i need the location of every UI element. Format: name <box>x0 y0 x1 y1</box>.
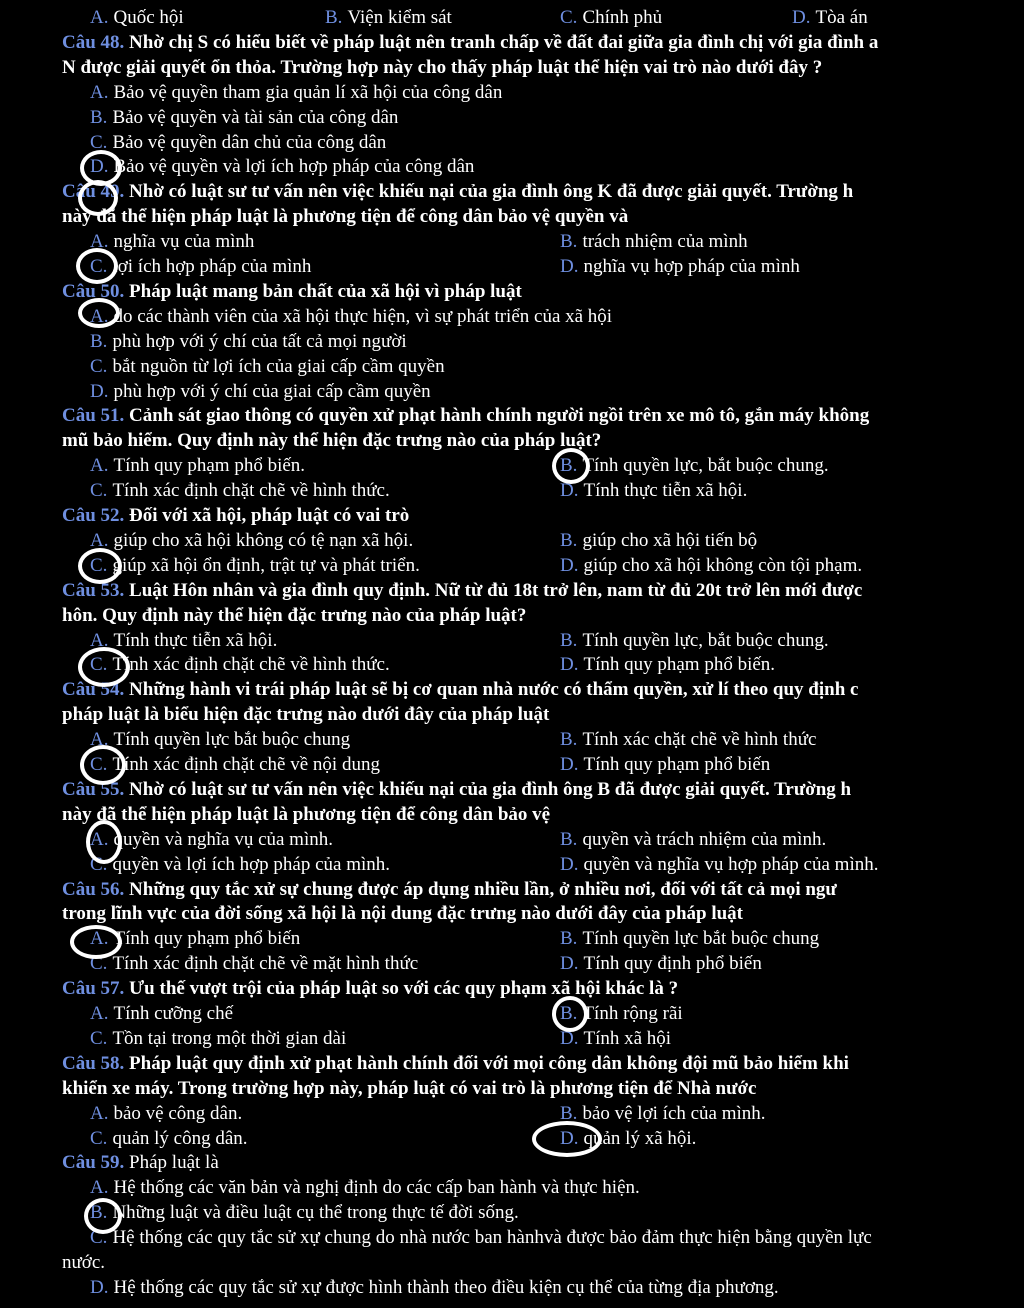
answer-option <box>560 1026 671 1051</box>
option-text: Tính quyền lực, bắt buộc chung. <box>582 629 829 651</box>
option-text: Bảo vệ quyền và lợi ích hợp pháp của công dân <box>113 156 475 178</box>
text-line <box>0 1076 1024 1101</box>
question-text <box>62 204 628 229</box>
answer-option <box>90 453 305 478</box>
question-body: Pháp luật mang bản chất của xã hội vì pháp luật <box>129 280 522 302</box>
option-letter: B. <box>90 106 108 128</box>
answer-option <box>90 130 386 155</box>
question-text <box>62 901 743 926</box>
question-text <box>62 802 550 827</box>
text-line <box>0 1026 1024 1051</box>
text-line <box>0 229 1024 254</box>
option-text: Tính quy phạm phổ biến <box>583 754 771 775</box>
option-letter: B. <box>560 231 578 253</box>
option-letter: A. <box>90 629 109 651</box>
option-text: Những luật và điều luật cụ thể trong thực tế đời sống. <box>112 1202 519 1224</box>
question-number: Câu 51. <box>62 405 125 427</box>
option-letter: A. <box>90 81 109 103</box>
option-text: giúp cho xã hội tiến bộ <box>582 529 758 551</box>
question-text <box>62 55 822 80</box>
option-text: Tính rộng rãi <box>582 1003 683 1024</box>
text-line <box>0 478 1024 503</box>
text-line <box>0 304 1024 329</box>
text-line <box>0 1175 1024 1200</box>
question-body: Những hành vi trái pháp luật sẽ bị cơ quan nhà nước có thẩm quyền, xử lí theo quy định c <box>129 679 859 701</box>
question-text <box>62 578 862 603</box>
answer-option <box>792 5 868 30</box>
option-letter: B. <box>90 330 108 352</box>
text-line <box>0 279 1024 304</box>
question-body: này đã thể hiện pháp luật là phương tiện để công dân bảo vệ quyền và <box>62 206 629 228</box>
option-letter: A. <box>90 529 109 551</box>
question-body: Những quy tắc xử sự chung được áp dụng nhiều lần, ở nhiều nơi, đối với tất cả mọi ngư <box>129 878 837 900</box>
text-line <box>0 752 1024 777</box>
option-letter: B. <box>560 1102 578 1124</box>
option-text: Tính xã hội <box>583 1027 672 1049</box>
option-text: quản lý công dân. <box>112 1127 248 1149</box>
text-line <box>0 603 1024 628</box>
text-line <box>0 802 1024 827</box>
text-line <box>0 578 1024 603</box>
option-text: quyền và lợi ích hợp pháp của mình. <box>112 853 391 875</box>
answer-option <box>90 1126 248 1151</box>
option-text: Tồn tại trong một thời gian dài <box>112 1027 347 1049</box>
question-number: Câu 57. <box>62 978 125 1000</box>
text-line <box>0 204 1024 229</box>
answer-option <box>90 1001 233 1026</box>
option-letter: B. <box>560 828 578 850</box>
text-line <box>0 1001 1024 1026</box>
question-body: Nhờ có luật sư tư vấn nên việc khiếu nại của gia đình ông K đã được giải quyết. Trường h <box>129 181 854 203</box>
answer-option <box>90 80 502 105</box>
option-text: trách nhiệm của mình <box>582 231 748 253</box>
answer-option <box>560 727 816 752</box>
option-text: giúp cho xã hội không còn tội phạm. <box>583 554 863 576</box>
option-letter: D. <box>560 853 579 875</box>
text-line <box>0 403 1024 428</box>
option-text: Tính quy phạm phổ biến <box>113 928 301 950</box>
option-letter: A. <box>90 231 109 253</box>
text-line <box>0 354 1024 379</box>
option-letter: C. <box>90 256 108 277</box>
answer-option <box>90 1101 242 1126</box>
text-line <box>0 702 1024 727</box>
question-number: Câu 52. <box>62 505 125 526</box>
answer-option <box>90 229 254 254</box>
text-line <box>0 901 1024 926</box>
answer-option <box>90 628 277 653</box>
option-text: Tính quy phạm phổ biến. <box>583 654 776 676</box>
option-letter: B. <box>560 928 578 950</box>
answer-option <box>560 628 829 653</box>
option-text: Tính xác định chặt chẽ về mặt hình thức <box>112 953 419 975</box>
question-text <box>62 976 678 1001</box>
option-text: Chính phủ <box>582 7 663 28</box>
option-letter: D. <box>560 1127 579 1149</box>
question-body: Cảnh sát giao thông có quyền xử phạt hành chính người ngồi trên xe mô tô, gắn máy không <box>129 405 870 427</box>
option-letter: A. <box>90 455 109 477</box>
answer-option <box>90 304 612 329</box>
text-line <box>0 55 1024 80</box>
text-line <box>0 1101 1024 1126</box>
answer-option <box>90 354 445 379</box>
option-text: Hệ thống các văn bản và nghị định do các cấp ban hành và thực hiện. <box>113 1177 640 1199</box>
option-text: lợi ích hợp pháp của mình <box>112 256 312 277</box>
answer-option <box>90 1225 872 1250</box>
question-body: Pháp luật là <box>129 1152 219 1174</box>
question-number: Câu 50. <box>62 280 125 302</box>
answer-option <box>90 478 390 503</box>
text-line <box>0 677 1024 702</box>
option-text: Tính xác định chặt chẽ về hình thức. <box>112 654 390 676</box>
text-line <box>0 105 1024 130</box>
option-letter: B. <box>560 1003 578 1024</box>
text-line <box>0 503 1024 528</box>
answer-option <box>560 528 757 553</box>
answer-option <box>90 1175 640 1200</box>
option-letter: A. <box>90 928 109 950</box>
option-letter: D. <box>560 654 579 676</box>
option-text: Tính xác định chặt chẽ về nội dung <box>112 754 380 775</box>
question-text <box>62 279 522 304</box>
question-text <box>62 428 601 453</box>
text-line <box>0 1250 1024 1275</box>
question-body: Nhờ chị S có hiểu biết về pháp luật nên tranh chấp về đất đai giữa gia đình chị với gia đình a <box>129 31 879 53</box>
answer-option <box>90 553 420 578</box>
text-line <box>0 1225 1024 1250</box>
question-number: Câu 55. <box>62 778 125 800</box>
answer-option <box>90 329 407 354</box>
answer-option <box>560 652 775 677</box>
option-letter: D. <box>560 953 579 975</box>
answer-option <box>560 1126 696 1151</box>
question-text <box>62 702 549 727</box>
option-letter: C. <box>90 1227 108 1249</box>
option-letter: C. <box>560 7 578 28</box>
text-line <box>0 1126 1024 1151</box>
text-line <box>0 1150 1024 1175</box>
text-line <box>0 428 1024 453</box>
answer-option <box>90 379 431 404</box>
wrapped-text: nước. <box>62 1252 106 1273</box>
option-letter: B. <box>325 7 343 28</box>
option-text: Tính cưỡng chế <box>113 1003 234 1024</box>
option-letter: C. <box>90 853 108 875</box>
option-text: Quốc hội <box>113 7 184 28</box>
option-text: phù hợp với ý chí của tất cả mọi người <box>112 330 407 352</box>
text-line <box>0 528 1024 553</box>
option-letter: A. <box>90 305 109 327</box>
option-text: quyền và nghĩa vụ hợp pháp của mình. <box>583 853 879 875</box>
question-text <box>62 1076 756 1101</box>
question-body: Luật Hôn nhân và gia đình quy định. Nữ từ đủ 18t trở lên, nam từ đủ 20t trở lên mới được <box>129 579 863 601</box>
answer-option <box>90 1026 346 1051</box>
text-line <box>0 951 1024 976</box>
text-line <box>0 254 1024 279</box>
option-letter: A. <box>90 828 109 850</box>
text-line <box>0 179 1024 204</box>
text-line <box>0 1200 1024 1225</box>
question-body: Nhờ có luật sư tư vấn nên việc khiếu nại của gia đình ông B đã được giải quyết. Trường h <box>129 778 852 800</box>
option-letter: D. <box>90 1276 109 1298</box>
option-letter: D. <box>90 380 109 402</box>
question-body: hôn. Quy định này thể hiện đặc trưng nào của pháp luật? <box>62 604 527 626</box>
text-line <box>0 5 1024 30</box>
option-text: quyền và nghĩa vụ của mình. <box>113 828 333 850</box>
question-number: Câu 59. <box>62 1152 125 1174</box>
option-text: do các thành viên của xã hội thực hiện, vì sự phát triển của xã hội <box>113 305 613 327</box>
answer-option <box>560 553 862 578</box>
question-text <box>62 877 837 902</box>
option-text: Tính xác chặt chẽ về hình thức <box>582 729 817 751</box>
option-text: bảo vệ lợi ích của mình. <box>582 1102 766 1124</box>
option-letter: B. <box>90 1202 108 1224</box>
text-line <box>0 877 1024 902</box>
question-number: Câu 58. <box>62 1052 125 1074</box>
option-letter: D. <box>560 754 579 775</box>
question-body: trong lĩnh vực của đời sống xã hội là nội dung đặc trưng nào dưới đây của pháp luật <box>62 903 744 925</box>
answer-option <box>560 478 747 503</box>
text-line <box>0 926 1024 951</box>
option-text: Tính thực tiễn xã hội. <box>113 629 278 651</box>
answer-option <box>560 453 829 478</box>
answer-option <box>90 652 390 677</box>
option-letter: C. <box>90 1027 108 1049</box>
option-letter: D. <box>560 554 579 576</box>
option-letter: C. <box>90 355 108 377</box>
text-line <box>0 329 1024 354</box>
option-letter: C. <box>90 554 108 576</box>
answer-option <box>90 1275 779 1300</box>
question-text <box>62 777 851 802</box>
option-letter: D. <box>560 480 579 502</box>
option-text: bắt nguồn từ lợi ích của giai cấp cầm quyền <box>112 355 445 377</box>
text-line <box>0 628 1024 653</box>
text-line <box>0 154 1024 179</box>
option-letter: C. <box>90 654 108 676</box>
answer-option <box>560 752 770 777</box>
answer-option <box>90 5 184 30</box>
question-text <box>62 1150 219 1175</box>
answer-option <box>560 254 800 279</box>
answer-option <box>560 852 878 877</box>
question-number: Câu 56. <box>62 878 125 900</box>
answer-option <box>560 229 748 254</box>
option-text: Tính xác định chặt chẽ về hình thức. <box>112 480 390 502</box>
option-letter: D. <box>90 156 109 178</box>
text-line <box>0 652 1024 677</box>
option-letter: A. <box>90 729 109 751</box>
answer-option <box>560 1001 683 1026</box>
answer-option <box>560 926 819 951</box>
option-text: quản lý xã hội. <box>583 1127 697 1149</box>
text-line <box>0 379 1024 404</box>
text-line <box>0 827 1024 852</box>
answer-option <box>90 105 398 130</box>
option-letter: A. <box>90 1102 109 1124</box>
option-letter: A. <box>90 1003 109 1024</box>
option-text: Tính quyền lực bắt buộc chung <box>113 729 351 751</box>
option-letter: B. <box>560 729 578 751</box>
answer-option <box>90 752 380 777</box>
option-text: Tính quy định phổ biến <box>583 953 762 975</box>
option-text: giúp xã hội ổn định, trật tự và phát triển. <box>112 554 420 576</box>
text-line <box>0 1051 1024 1076</box>
answer-option <box>560 951 762 976</box>
option-text: Hệ thống các quy tắc sử xự được hình thành theo điều kiện cụ thể của từng địa phương. <box>113 1276 779 1298</box>
option-text: Bảo vệ quyền và tài sản của công dân <box>112 106 399 128</box>
answer-option <box>90 1200 519 1225</box>
question-body: khiển xe máy. Trong trường hợp này, pháp luật có vai trò là phương tiện để Nhà nước <box>62 1077 757 1099</box>
option-text: Bảo vệ quyền tham gia quản lí xã hội của công dân <box>113 81 503 103</box>
question-body: Ưu thế vượt trội của pháp luật so với các quy phạm xã hội khác là ? <box>129 978 679 1000</box>
question-text <box>62 403 869 428</box>
option-text: Tính quy phạm phổ biến. <box>113 455 306 477</box>
option-letter: C. <box>90 953 108 975</box>
option-text: Tính quyền lực, bắt buộc chung. <box>582 455 829 477</box>
answer-option <box>560 1101 766 1126</box>
question-text <box>62 30 878 55</box>
answer-option <box>560 827 826 852</box>
option-letter: D. <box>560 1027 579 1049</box>
option-letter: A. <box>90 1177 109 1199</box>
answer-option <box>560 5 662 30</box>
option-letter: C. <box>90 1127 108 1149</box>
option-text: giúp cho xã hội không có tệ nạn xã hội. <box>113 529 414 551</box>
option-text: nghĩa vụ của mình <box>113 231 255 253</box>
question-number: Câu 53. <box>62 579 125 601</box>
question-body: mũ bảo hiểm. Quy định này thể hiện đặc trưng nào của pháp luật? <box>62 430 602 452</box>
answer-option <box>90 852 390 877</box>
option-letter: A. <box>90 7 109 28</box>
text-line <box>0 1275 1024 1300</box>
text-line <box>0 976 1024 1001</box>
option-text: phù hợp với ý chí của giai cấp cầm quyền <box>113 380 431 402</box>
option-text: nghĩa vụ hợp pháp của mình <box>583 256 800 277</box>
option-letter: D. <box>560 256 579 277</box>
text-line <box>0 453 1024 478</box>
option-text: Tòa án <box>815 7 868 28</box>
question-number: Câu 54. <box>62 679 125 701</box>
option-letter: C. <box>90 480 108 502</box>
question-text <box>62 503 409 528</box>
option-text: Tính quyền lực bắt buộc chung <box>582 928 820 950</box>
option-text: Hệ thống các quy tắc sử xự chung do nhà nước ban hànhvà được bảo đảm thực hiện bằng quyền lực <box>112 1227 872 1249</box>
text-line <box>0 553 1024 578</box>
answer-option <box>90 827 333 852</box>
option-text: Bảo vệ quyền dân chủ của công dân <box>112 131 387 153</box>
question-body: này đã thể hiện pháp luật là phương tiện để công dân bảo vệ <box>62 803 551 825</box>
option-text: Tính thực tiễn xã hội. <box>583 480 748 502</box>
text-line <box>0 80 1024 105</box>
answer-option <box>90 154 474 179</box>
question-text <box>62 1051 849 1076</box>
answer-option <box>90 951 418 976</box>
question-body: N được giải quyết ổn thỏa. Trường hợp này cho thấy pháp luật thể hiện vai trò nào dưới đây ? <box>62 56 823 78</box>
option-letter: D. <box>792 7 811 28</box>
answer-option <box>90 727 350 752</box>
option-letter: B. <box>560 629 578 651</box>
question-text <box>62 603 526 628</box>
question-body: pháp luật là biểu hiện đặc trưng nào dưới đây của pháp luật <box>62 704 550 726</box>
text-line <box>0 727 1024 752</box>
option-letter: B. <box>560 455 578 477</box>
answer-option <box>90 528 413 553</box>
answer-option <box>90 926 300 951</box>
answer-option <box>90 254 311 279</box>
option-text: quyền và trách nhiệm của mình. <box>582 828 827 850</box>
question-body: Đối với xã hội, pháp luật có vai trò <box>129 505 410 526</box>
option-letter: C. <box>90 754 108 775</box>
question-body: Pháp luật quy định xử phạt hành chính đối với mọi công dân không đội mũ bảo hiểm khi <box>129 1052 849 1074</box>
option-text: Viện kiểm sát <box>347 7 452 28</box>
question-text <box>62 179 853 204</box>
option-letter: C. <box>90 131 108 153</box>
text-line <box>0 852 1024 877</box>
text-line <box>0 30 1024 55</box>
option-text: bảo vệ công dân. <box>113 1102 243 1124</box>
answer-option <box>325 5 452 30</box>
option-letter: B. <box>560 529 578 551</box>
text-line <box>0 777 1024 802</box>
question-number: Câu 48. <box>62 31 125 53</box>
text-line <box>0 130 1024 155</box>
question-number: Câu 49. <box>62 181 125 203</box>
question-text <box>62 677 858 702</box>
